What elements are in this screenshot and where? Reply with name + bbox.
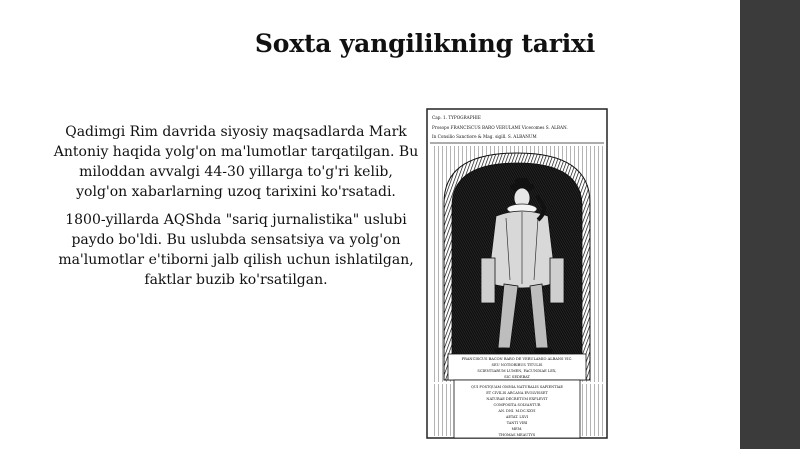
base-line: THOMAS MEAUTYS [498, 433, 536, 437]
base-line: NATURAE DECRETUM EXPLEVIT [486, 397, 548, 401]
side-panel [740, 0, 800, 449]
plaque-line: SIC SEDEBAT [504, 375, 530, 379]
base-line: ET CIVILIS ARCANA EVOLVISSET [486, 391, 548, 395]
base-line: MEM. [511, 427, 523, 431]
engraving-header-line: Prosopo FRANCISCUS BARO VERULAMI Vicecomes S. ALBAN. [432, 125, 568, 130]
paragraph-ancient-rome: Qadimgi Rim davrida siyosiy maqsadlarda Mark Antoniy haqida yolg'on ma'lumotlar tarqatilgan. Bu miloddan avvalgi 44-30 yillarga to'g'ri kelib, yolg'on xabarlarning uzoq tarixini ko'rsatadi. [53, 124, 419, 200]
plaque-line: FRANCISCUS BACON BARO DE VERULAMIO ALBANS VIC. [461, 357, 573, 361]
base-line: QUI POSTQUAM OMNIA NATURALIS SAPIENTIAE [471, 385, 563, 389]
base-line: AETAT. LXVI [505, 415, 529, 419]
engraving-image [426, 108, 608, 439]
base-line: COMPOSITA SOLVANTUR [493, 403, 541, 407]
base-line: AN. DNI. M.DC.XXVI [498, 409, 536, 413]
plaque-line: SCIENTIARUM LUMEN, FACUNDIAE LEX, [477, 369, 557, 373]
engraving-header-line: In Consilio Sanctiore & Mag. sigill. S. ALBANUM [432, 134, 537, 139]
plaque-line: SEU NOTIORIBUS TITULIS [491, 363, 543, 367]
engraving-header-line: Cap. 1. TYPOGRAPHIE [432, 115, 481, 120]
slide-title: Soxta yangilikning tarixi [254, 29, 596, 58]
base-line: TANTI VIRI [506, 421, 528, 425]
paragraph-yellow-journalism: 1800-yillarda AQShda "sariq jurnalistika" uslubi paydo bo'ldi. Bu uslubda sensatsiya va yolg'on ma'lumotlar e'tiborni jalb qilish uchun ishlatilgan, faktlar buzib ko'rsatilgan. [58, 212, 414, 288]
